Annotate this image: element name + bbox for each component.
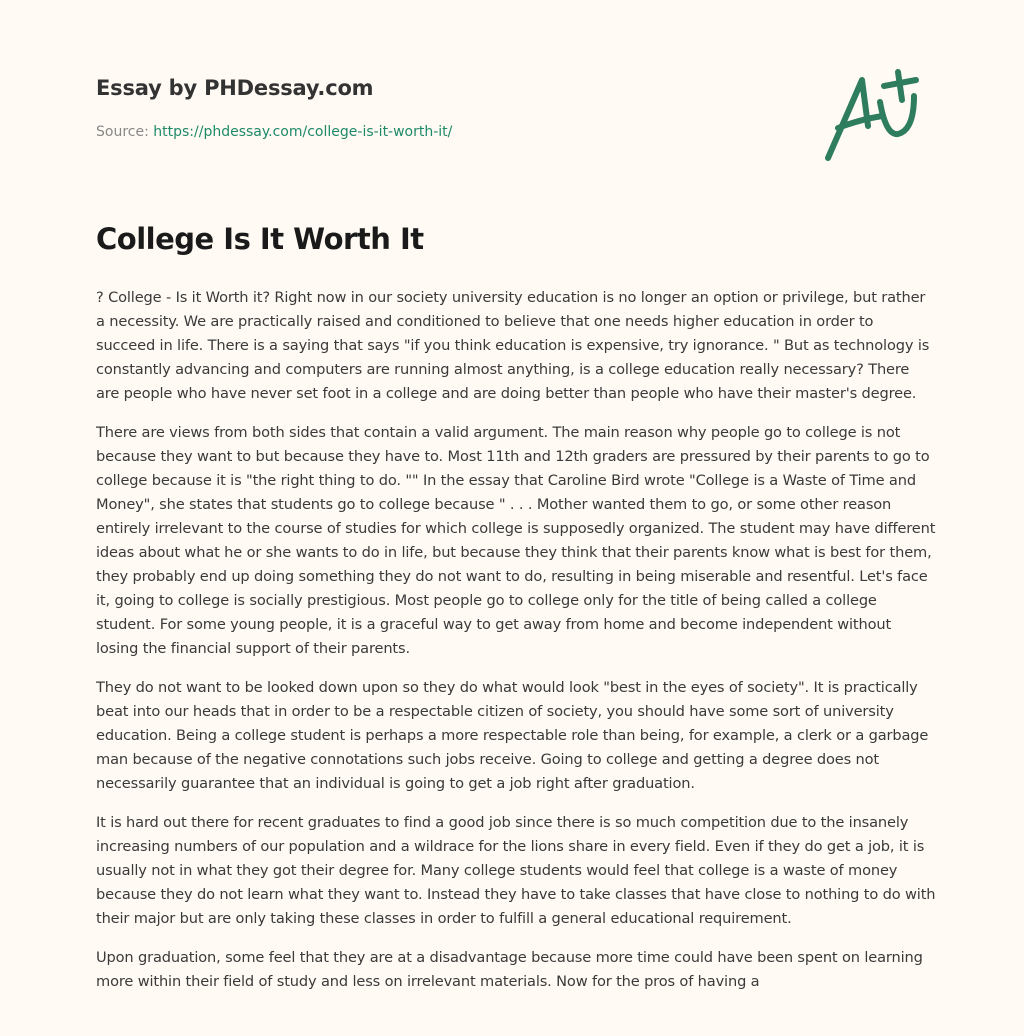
a-plus-logo-icon — [818, 66, 928, 166]
essay-body — [96, 286, 936, 1009]
source-link[interactable]: https://phdessay.com/college-is-it-worth-it/ — [153, 124, 453, 140]
source-label: Source: — [96, 124, 149, 140]
page-title: College Is It Worth It — [96, 222, 424, 256]
paragraph: ? College - Is it Worth it? Right now in our society university education is no longer an option or privilege, but rather a necessity. We are practically raised and conditioned to believe that one needs higher education in order to succeed in life. There is a saying that says "if you think education is expensive, try ignorance. " But as technology is constantly advancing and computers are running almost anything, is a college education really necessary? There are people who have never set foot in a college and are doing better than people who have their master's degree. — [96, 289, 930, 402]
paragraph: There are views from both sides that contain a valid argument. The main reason why people go to college is not because they want to but because they have to. Most 11th and 12th graders are pressured by their parents to go to college because it is "the right thing to do. "" In the essay that Caroline Bird wrote "College is a Waste of Time and Money", she states that students go to college because " . . . Mother wanted them to go, or some other reason entirely irrelevant to the course of studies for which college is supposedly organized. The student may have different ideas about what he or she wants to do in life, but because they think that their parents know what is best for them, they probably end up doing something they do not want to do, resulting in being miserable and resentful. Let's face it, going to college is socially prestigious. Most people go to college only for the title of being called a college student. For some young people, it is a graceful way to get away from home and become independent without losing the financial support of their parents. — [96, 424, 936, 657]
paragraph: They do not want to be looked down upon so they do what would look "best in the eyes of society". It is practically beat into our heads that in order to be a respectable citizen of society, you should have some sort of university education. Being a college student is perhaps a more respectable role than being, for example, a clerk or a garbage man because of the negative connotations such jobs receive. Going to college and getting a degree does not necessarily guarantee that an individual is going to get a job right after graduation. — [96, 679, 929, 792]
paragraph: Upon graduation, some feel that they are at a disadvantage because more time could have been spent on learning more within their field of study and less on irrelevant materials. Now for the pros of having a — [96, 949, 923, 990]
site-brand: Essay by PHDessay.com — [96, 76, 374, 100]
source-line — [96, 124, 452, 140]
paragraph: It is hard out there for recent graduates to find a good job since there is so much competition due to the insanely increasing numbers of our population and a wildrace for the lions share in every field. Even if they do get a job, it is usually not in what they got their degree for. Many college students would feel that college is a waste of money because they do not learn what they want to. Instead they have to take classes that have close to nothing to do with their major but are only taking these classes in order to fulfill a general educational requirement. — [96, 814, 936, 927]
